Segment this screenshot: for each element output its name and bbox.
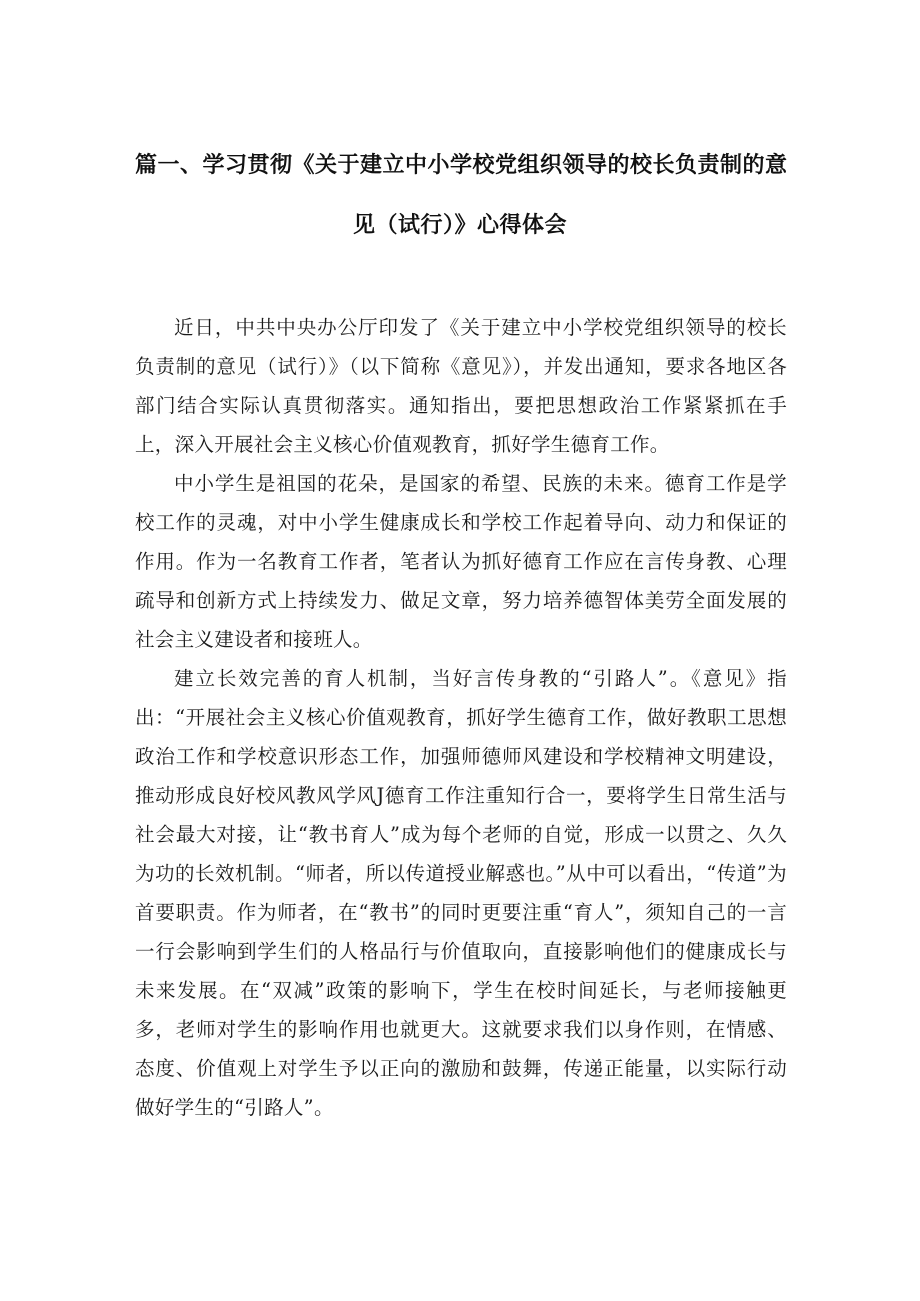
document-title-line-2-text: 见（试行）》心得体会	[352, 213, 567, 238]
document-title-line-2	[0, 208, 920, 239]
paragraph-2: 中小学生是祖国的花朵，是国家的希望、民族的未来。德育工作是学校工作的灵魂，对中小学生健康成长和学校工作起着导向、动力和保证的作用。作为一名教育工作者，笔者认为抓好德育工作应在言传身教、心理疏导和创新方式上持续发力、做足文章，努力培养德智体美劳全面发展的社会主义建设者和接班人。	[135, 472, 787, 651]
paragraph-3: 建立长效完善的育人机制，当好言传身教的“引路人”。《意见》指出：“开展社会主义核心价值观教育，抓好学生德育工作，做好教职工思想政治工作和学校意识形态工作，加强师德师风建设和学校精神文明建设，推动形成良好校风教风学风J德育工作注重知行合一，要将学生日常生活与社会最大对接，让“教书育人”成为每个老师的自觉，形成一以贯之、久久为功的长效机制。“师者，所以传道授业解惑也。”从中可以看出，“传道”为首要职责。作为师者，在“教书”的同时更要注重“育人”，须知自己的一言一行会影响到学生们的人格品行与价值取向，直接影响他们的健康成长与未来发展。在“双减”政策的影响下，学生在校时间延长，与老师接触更多，老师对学生的影响作用也就更大。这就要求我们以身作则，在情感、态度、价值观上对学生予以正向的激励和鼓舞，传递正能量，以实际行动做好学生的“引路人”。	[135, 667, 787, 1119]
document-body	[135, 308, 787, 1127]
paragraph-1: 近日，中共中央办公厅印发了《关于建立中小学校党组织领导的校长负责制的意见（试行）》（以下简称《意见》），并发出通知，要求各地区各部门结合实际认真贯彻落实。通知指出，要把思想政治工作紧紧抓在手上，深入开展社会主义核心价值观教育，抓好学生德育工作。	[135, 316, 787, 456]
document-title-line-1: 篇一、学习贯彻《关于建立中小学校党组织领导的校长负责制的意	[135, 153, 788, 178]
